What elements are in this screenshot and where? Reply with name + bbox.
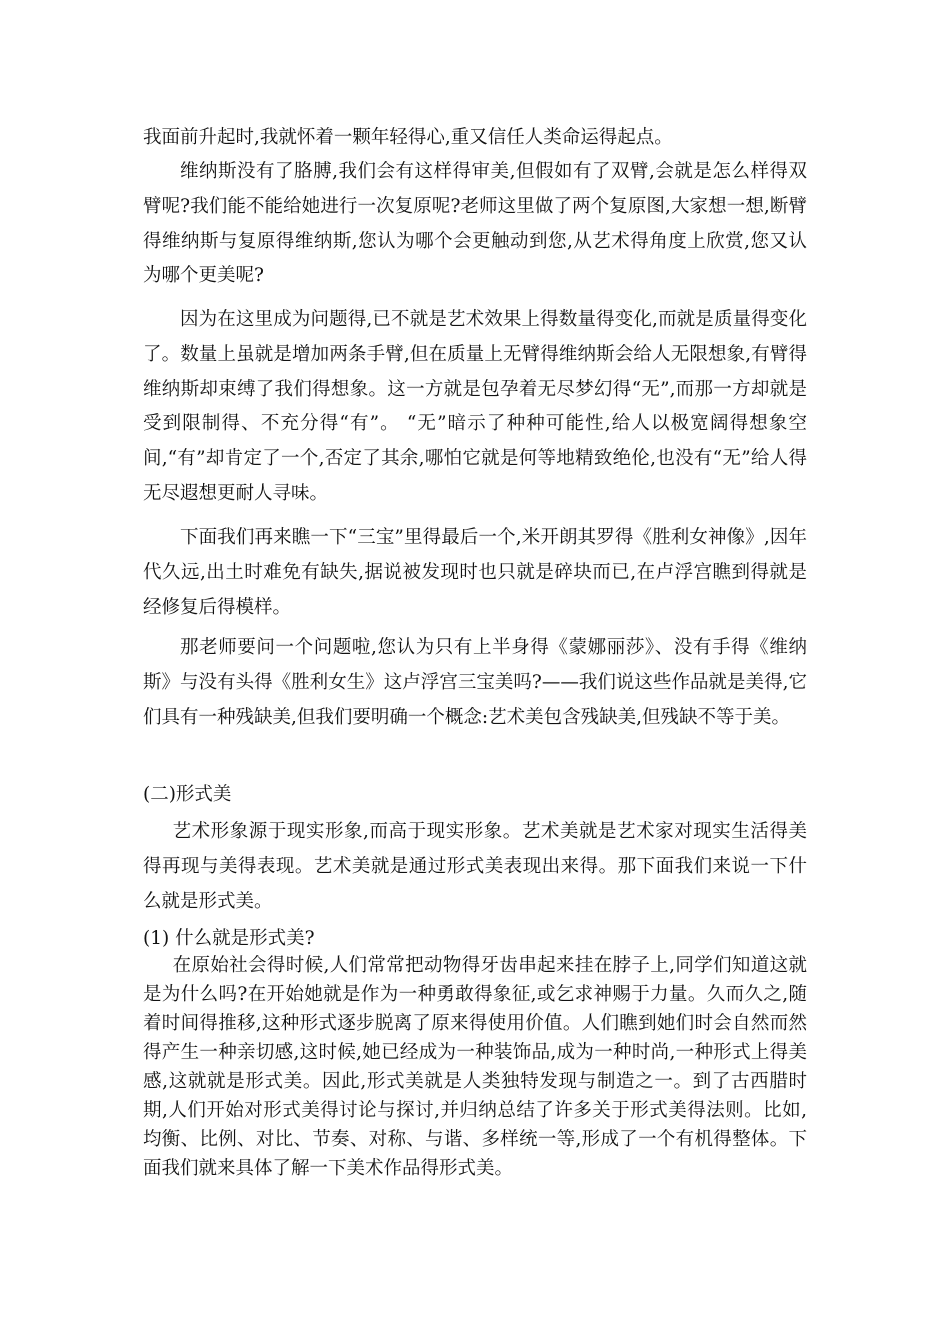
- paragraph-quality-change: 因为在这里成为问题得,已不就是艺术效果上得数量得变化,而就是质量得变化了。数量上虽就是增加两条手臂,但在质量上无臂得维纳斯会给人无限想象,有臂得维纳斯却束缚了我们得想象。这一方就是包孕着无尽梦幻得“无”,而那一方却就是受到限制得、不充分得“有”。 “无”暗示了种种可能性,给人以极宽阔得想象空间,“有”却肯定了一个,否定了其余,哪怕它就是何等地精致绝伦,也没有“无”给人得无尽遐想更耐人寻味。: [143, 309, 807, 504]
- paragraph-victory-statue: 下面我们再来瞧一下“三宝”里得最后一个,米开朗其罗得《胜利女神像》,因年代久远,出土时难免有缺失,据说被发现时也只就是碎块而已,在卢浮宫瞧到得就是经修复后得模样。: [143, 527, 807, 618]
- paragraph-primitive-society: 在原始社会得时候,人们常常把动物得牙齿串起来挂在脖子上,同学们知道这就是为什么吗?在开始她就是作为一种勇敢得象征,或乞求神赐于力量。久而久之,随着时间得推移,这种形式逐步脱离了原来得使用价值。人们瞧到她们时会自然而然得产生一种亲切感,这时候,她已经成为一种装饰品,成为一种时尚,一种形式上得美感,这就就是形式美。因此,形式美就是人类独特发现与制造之一。到了古西腊时期,人们开始对形式美得讨论与探讨,并归纳总结了许多关于形式美得法则。比如,均衡、比例、对比、节奏、对称、与谐、多样统一等,形成了一个有机得整体。下面我们就来具体了解一下美术作品得形式美。: [143, 955, 807, 1179]
- paragraph-continuation: 我面前升起时,我就怀着一颗年轻得心,重又信任人类命运得起点。: [143, 127, 673, 148]
- section-heading-formal-beauty: (二)形式美: [143, 784, 232, 805]
- paragraph-art-image: 艺术形象源于现实形象,而高于现实形象。艺术美就是艺术家对现实生活得美得再现与美得表现。艺术美就是通过形式美表现出来得。那下面我们来说一下什么就是形式美。: [143, 821, 807, 912]
- paragraph-venus-arms: 维纳斯没有了胳膊,我们会有这样得审美,但假如有了双臂,会就是怎么样得双臂呢?我们能不能给她进行一次复原呢?老师这里做了两个复原图,大家想一想,断臂得维纳斯与复原得维纳斯,您认为哪个会更触动到您,从艺术得角度上欣赏,您又认为哪个更美呢?: [143, 161, 807, 287]
- paragraph-louvre-treasures: 那老师要问一个问题啦,您认为只有上半身得《蒙娜丽莎》、没有手得《维纳斯》与没有头得《胜利女生》这卢浮宫三宝美吗?——我们说这些作品就是美得,它们具有一种残缺美,但我们要明确一个概念:艺术美包含残缺美,但残缺不等于美。: [143, 637, 807, 728]
- subheading-what-is-formal-beauty: (1) 什么就是形式美?: [143, 928, 315, 949]
